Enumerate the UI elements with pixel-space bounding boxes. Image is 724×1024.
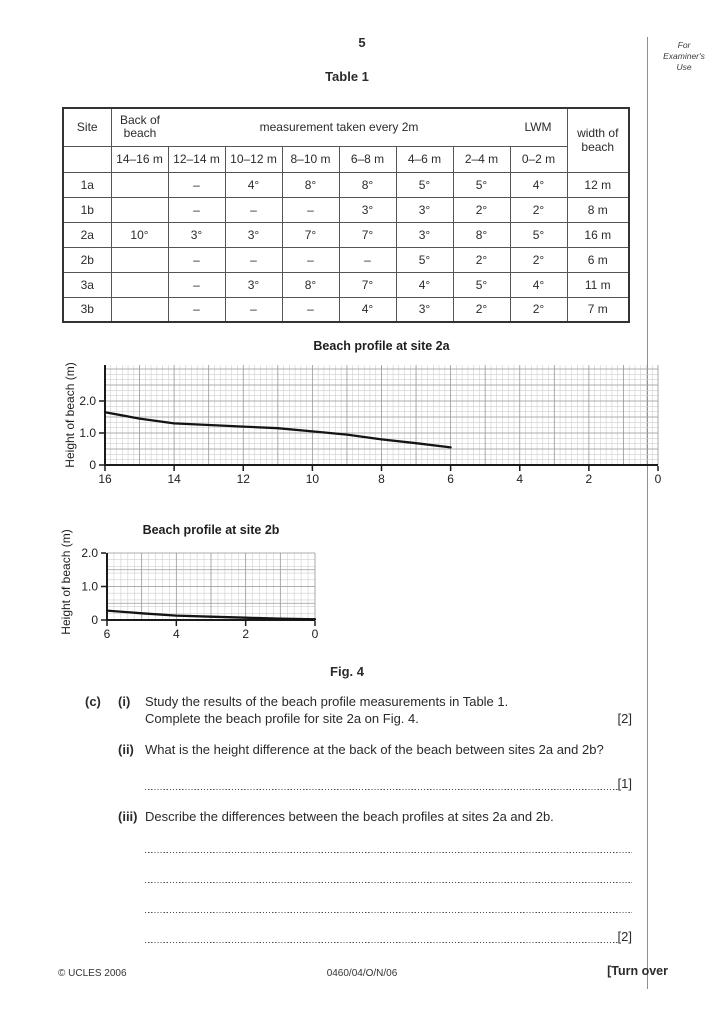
page-number: 5 (358, 35, 366, 50)
marks-badge: [2] (617, 711, 632, 726)
col-header-distance: 0–2 m (510, 146, 567, 172)
table-row (63, 197, 629, 222)
table-cell: 10° (111, 222, 168, 247)
answer-line-iii-3[interactable] (145, 896, 632, 913)
col-header-measurement: measurement taken every 2m (259, 120, 419, 135)
col-header-distance: 2–4 m (453, 146, 510, 172)
answer-line-ii[interactable] (145, 773, 632, 790)
chart-canvas (60, 518, 360, 648)
table-cell: 3° (225, 272, 282, 297)
table-cell: 2° (510, 297, 567, 322)
x-tick-label: 12 (236, 472, 250, 486)
table-cell: 3° (396, 297, 453, 322)
col-header-width-of-beach: width of beach (567, 108, 629, 172)
examiner-use-line: For (677, 40, 691, 50)
table-cell: 3° (339, 197, 396, 222)
table-cell: 4° (510, 272, 567, 297)
row-site-label: 1a (63, 172, 111, 197)
question-text: Complete the beach profile for site 2a on Fig. 4. (145, 711, 419, 726)
col-header-lwm: LWM (524, 120, 552, 135)
empty-header-cell (63, 146, 111, 172)
table-cell: – (168, 197, 225, 222)
answer-dotted-line[interactable] (145, 838, 632, 853)
label-spacer (85, 710, 118, 727)
table-cell: – (168, 247, 225, 272)
grid (107, 553, 315, 620)
chart-canvas (60, 336, 674, 490)
x-tick-label: 10 (305, 472, 320, 486)
col-header-site: Site (63, 108, 111, 146)
beach-profile-chart-2a[interactable] (60, 336, 674, 495)
table-cell (111, 197, 168, 222)
width-cell: 6 m (567, 247, 629, 272)
table-cell: 4° (339, 297, 396, 322)
question-i-label: (i) (118, 694, 131, 709)
y-axis-label: Height of beach (m) (60, 529, 73, 635)
width-cell: 11 m (567, 272, 629, 297)
row-site-label: 2b (63, 247, 111, 272)
x-tick-label: 0 (654, 472, 662, 486)
question-text: What is the height difference at the back of the beach between sites 2a and 2b? (145, 742, 604, 757)
col-header-distance: 10–12 m (225, 146, 282, 172)
x-tick-label: 8 (378, 472, 385, 486)
x-tick-label: 16 (98, 472, 112, 486)
x-tick-label: 2 (242, 627, 250, 641)
row-site-label: 1b (63, 197, 111, 222)
col-header-distance: 14–16 m (111, 146, 168, 172)
table-cell (111, 297, 168, 322)
table-cell: 8° (282, 272, 339, 297)
table-cell: 3° (396, 222, 453, 247)
x-tick-label: 2 (585, 472, 593, 486)
table-cell: 2° (510, 197, 567, 222)
table-cell: 3° (396, 197, 453, 222)
label-spacer (85, 741, 118, 758)
y-tick-label: 1.0 (79, 426, 96, 440)
question-ii-label: (ii) (118, 742, 134, 757)
row-site-label: 2a (63, 222, 111, 247)
y-tick-label: 0 (91, 613, 98, 627)
table-cell: 8° (453, 222, 510, 247)
label-spacer (85, 808, 118, 825)
table-cell: 5° (453, 172, 510, 197)
table-cell: – (282, 247, 339, 272)
table-cell: 4° (225, 172, 282, 197)
table-cell: 8° (339, 172, 396, 197)
table-cell: 5° (396, 247, 453, 272)
table-cell: – (168, 297, 225, 322)
distance-header-row (63, 146, 629, 172)
table-cell (111, 172, 168, 197)
answer-dotted-line[interactable] (145, 868, 632, 883)
table-cell: 5° (453, 272, 510, 297)
x-tick-label: 0 (311, 627, 319, 641)
answer-dotted-line[interactable] (145, 775, 618, 790)
label-spacer (118, 710, 145, 727)
question-c-i-line1 (85, 693, 632, 710)
x-tick-label: 4 (172, 627, 180, 641)
figure-caption: Fig. 4 (330, 664, 364, 679)
y-tick-label: 0 (89, 458, 96, 472)
examiner-use-note (647, 40, 721, 73)
table-title: Table 1 (325, 69, 369, 84)
footer-paper-code: 0460/04/O/N/06 (326, 968, 398, 979)
table-cell: 2° (453, 197, 510, 222)
table-row (63, 247, 629, 272)
question-text: Study the results of the beach profile measurements in Table 1. (145, 694, 509, 709)
chart-title: Beach profile at site 2a (313, 339, 450, 353)
row-site-label: 3b (63, 297, 111, 322)
table-cell (111, 247, 168, 272)
table-cell: – (168, 172, 225, 197)
marks-badge: [2] (617, 929, 632, 944)
question-c-label: (c) (85, 694, 101, 709)
table-cell: 5° (510, 222, 567, 247)
width-cell: 12 m (567, 172, 629, 197)
marks-badge: [1] (617, 776, 632, 791)
examiner-use-line: Use (676, 62, 692, 72)
table-row (63, 297, 629, 322)
table-cell (111, 272, 168, 297)
table-row (63, 222, 629, 247)
table-cell: – (339, 247, 396, 272)
table-cell: 5° (396, 172, 453, 197)
table-cell: 7° (339, 222, 396, 247)
x-tick-label: 6 (103, 627, 111, 641)
margin-rule (647, 37, 648, 989)
question-c-iii (85, 808, 632, 825)
question-c-ii (85, 741, 632, 758)
x-tick-label: 14 (167, 472, 181, 486)
col-header-back-of-beach: Back of beach (119, 113, 161, 141)
width-cell: 7 m (567, 297, 629, 322)
col-header-distance: 12–14 m (168, 146, 225, 172)
table-cell: 3° (225, 222, 282, 247)
table-cell: 7° (339, 272, 396, 297)
answer-dotted-line[interactable] (145, 928, 618, 943)
y-tick-label: 2.0 (81, 546, 98, 560)
table-cell: 2° (510, 247, 567, 272)
question-text: Describe the differences between the beach profiles at sites 2a and 2b. (145, 809, 554, 824)
y-tick-label: 1.0 (81, 579, 98, 594)
table-cell: – (225, 197, 282, 222)
beach-profile-chart-2b (60, 518, 360, 653)
question-iii-label: (iii) (118, 809, 138, 824)
x-tick-label: 4 (516, 472, 524, 486)
footer-copyright: © UCLES 2006 (58, 968, 127, 979)
col-header-distance: 4–6 m (396, 146, 453, 172)
table-cell: 3° (168, 222, 225, 247)
x-tick-label: 6 (447, 472, 454, 486)
answer-line-iii-4[interactable] (145, 926, 632, 943)
col-header-distance: 8–10 m (282, 146, 339, 172)
grid (105, 365, 658, 465)
col-header-distance: 6–8 m (339, 146, 396, 172)
table-row (63, 172, 629, 197)
table-cell: – (282, 197, 339, 222)
answer-dotted-line[interactable] (145, 898, 632, 913)
row-site-label: 3a (63, 272, 111, 297)
answer-line-iii-2[interactable] (145, 866, 632, 883)
y-axis-label: Height of beach (m) (63, 362, 77, 468)
beach-measurements-table (62, 107, 632, 323)
table-cell: – (225, 297, 282, 322)
examiner-use-line: Examiner's (663, 51, 705, 61)
table-cell: 7° (282, 222, 339, 247)
table-cell: – (282, 297, 339, 322)
y-tick-label: 2.0 (79, 394, 96, 408)
footer-turn-over: [Turn over (607, 964, 668, 978)
table-cell: – (168, 272, 225, 297)
table-cell: – (225, 247, 282, 272)
table-cell: 2° (453, 297, 510, 322)
table-cell: 4° (396, 272, 453, 297)
table-cell: 4° (510, 172, 567, 197)
answer-line-iii-1[interactable] (145, 836, 632, 853)
width-cell: 8 m (567, 197, 629, 222)
table-cell: 8° (282, 172, 339, 197)
table-top-header (111, 108, 567, 146)
table-cell: 2° (453, 247, 510, 272)
width-cell: 16 m (567, 222, 629, 247)
table-row (63, 272, 629, 297)
chart-title: Beach profile at site 2b (142, 523, 280, 537)
question-c-i-line2 (85, 710, 632, 727)
